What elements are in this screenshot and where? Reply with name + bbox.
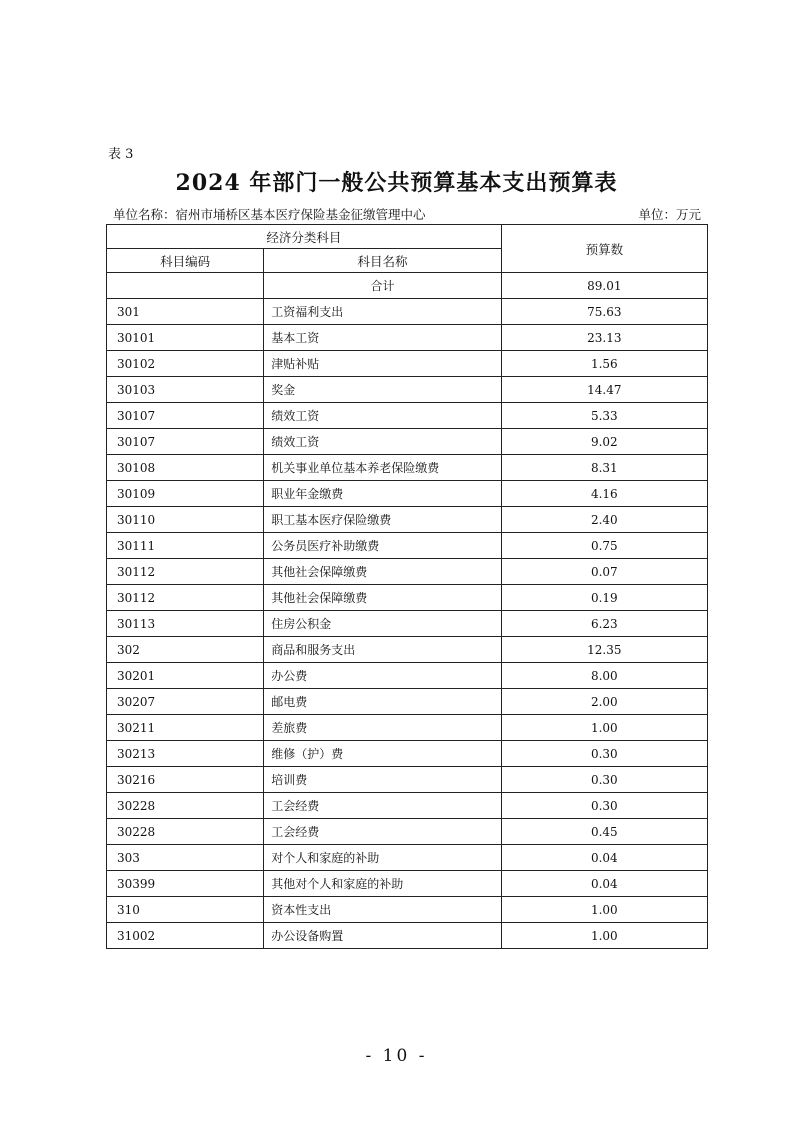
unit-label: 单位：万元 — [638, 207, 701, 222]
subject-code: 30113 — [107, 611, 264, 637]
table-row — [107, 299, 708, 325]
subject-name: 资本性支出 — [264, 897, 501, 923]
subject-code: 31002 — [107, 923, 264, 949]
budget-amount: 0.75 — [501, 533, 707, 559]
subject-name: 工会经费 — [264, 793, 501, 819]
table-row — [107, 325, 708, 351]
table-row — [107, 585, 708, 611]
subject-code: 30228 — [107, 793, 264, 819]
subject-name: 商品和服务支出 — [264, 637, 501, 663]
subject-code: 301 — [107, 299, 264, 325]
subject-code: 30110 — [107, 507, 264, 533]
table-row — [107, 663, 708, 689]
subject-code: 30108 — [107, 455, 264, 481]
subject-code: 30399 — [107, 871, 264, 897]
budget-amount: 0.45 — [501, 819, 707, 845]
subject-name: 津贴补贴 — [264, 351, 501, 377]
budget-amount: 1.00 — [501, 923, 707, 949]
table-row — [107, 845, 708, 871]
table-row — [107, 377, 708, 403]
budget-amount: 0.30 — [501, 741, 707, 767]
subject-name: 办公费 — [264, 663, 501, 689]
subject-name: 绩效工资 — [264, 429, 501, 455]
table-row — [107, 429, 708, 455]
subject-code: 30107 — [107, 403, 264, 429]
budget-amount: 1.56 — [501, 351, 707, 377]
budget-amount: 0.04 — [501, 871, 707, 897]
table-row — [107, 689, 708, 715]
budget-table — [106, 224, 708, 949]
table-row — [107, 871, 708, 897]
subject-code: 30211 — [107, 715, 264, 741]
budget-amount: 1.00 — [501, 715, 707, 741]
budget-amount: 2.40 — [501, 507, 707, 533]
subject-code: 30101 — [107, 325, 264, 351]
table-row — [107, 637, 708, 663]
subject-name: 维修（护）费 — [264, 741, 501, 767]
table-row — [107, 559, 708, 585]
table-row — [107, 351, 708, 377]
table-row — [107, 741, 708, 767]
table-label: 表 3 — [108, 147, 134, 162]
subject-code: 30112 — [107, 559, 264, 585]
subject-name: 对个人和家庭的补助 — [264, 845, 501, 871]
budget-amount: 12.35 — [501, 637, 707, 663]
table-row — [107, 767, 708, 793]
subject-code: 30102 — [107, 351, 264, 377]
subject-code: 302 — [107, 637, 264, 663]
subject-code: 30103 — [107, 377, 264, 403]
total-row — [107, 273, 708, 299]
budget-amount: 0.07 — [501, 559, 707, 585]
subject-code: 30109 — [107, 481, 264, 507]
table-row — [107, 403, 708, 429]
budget-amount: 6.23 — [501, 611, 707, 637]
table-row — [107, 533, 708, 559]
budget-amount: 0.19 — [501, 585, 707, 611]
document-title: 2024 年部门一般公共预算基本支出预算表 — [175, 170, 618, 196]
budget-amount: 75.63 — [501, 299, 707, 325]
subject-code: 303 — [107, 845, 264, 871]
subject-name: 培训费 — [264, 767, 501, 793]
table-row — [107, 507, 708, 533]
budget-amount: 8.31 — [501, 455, 707, 481]
subject-name: 差旅费 — [264, 715, 501, 741]
subject-code: 30228 — [107, 819, 264, 845]
subject-name: 绩效工资 — [264, 403, 501, 429]
header-economic-classification: 经济分类科目 — [107, 225, 502, 249]
budget-amount: 1.00 — [501, 897, 707, 923]
budget-amount: 0.30 — [501, 767, 707, 793]
table-row — [107, 923, 708, 949]
table-row — [107, 819, 708, 845]
subject-code: 30216 — [107, 767, 264, 793]
budget-amount: 14.47 — [501, 377, 707, 403]
budget-amount: 2.00 — [501, 689, 707, 715]
subject-name: 职工基本医疗保险缴费 — [264, 507, 501, 533]
table-row — [107, 611, 708, 637]
table-row — [107, 715, 708, 741]
header-subject-code: 科目编码 — [107, 249, 264, 273]
budget-amount: 5.33 — [501, 403, 707, 429]
budget-amount: 9.02 — [501, 429, 707, 455]
total-amount: 89.01 — [501, 273, 707, 299]
subject-code: 30213 — [107, 741, 264, 767]
subject-code: 30107 — [107, 429, 264, 455]
budget-amount: 0.30 — [501, 793, 707, 819]
subject-name: 其他对个人和家庭的补助 — [264, 871, 501, 897]
subject-name: 机关事业单位基本养老保险缴费 — [264, 455, 501, 481]
table-row — [107, 793, 708, 819]
subject-name: 住房公积金 — [264, 611, 501, 637]
subject-name: 基本工资 — [264, 325, 501, 351]
table-row — [107, 897, 708, 923]
subject-code: 30111 — [107, 533, 264, 559]
subject-name: 邮电费 — [264, 689, 501, 715]
subject-name: 奖金 — [264, 377, 501, 403]
budget-amount: 4.16 — [501, 481, 707, 507]
subject-name: 其他社会保障缴费 — [264, 559, 501, 585]
subject-name: 工会经费 — [264, 819, 501, 845]
unit-name: 单位名称：宿州市埇桥区基本医疗保险基金征缴管理中心 — [113, 207, 426, 222]
subject-name: 职业年金缴费 — [264, 481, 501, 507]
total-code-cell — [107, 273, 264, 299]
subject-code: 310 — [107, 897, 264, 923]
subject-code: 30201 — [107, 663, 264, 689]
subject-name: 其他社会保障缴费 — [264, 585, 501, 611]
subject-code: 30112 — [107, 585, 264, 611]
subject-name: 工资福利支出 — [264, 299, 501, 325]
total-label: 合计 — [264, 273, 501, 299]
subject-name: 办公设备购置 — [264, 923, 501, 949]
header-subject-name: 科目名称 — [264, 249, 501, 273]
page-number: - 10 - — [365, 1046, 428, 1066]
subject-name: 公务员医疗补助缴费 — [264, 533, 501, 559]
table-row — [107, 455, 708, 481]
subject-code: 30207 — [107, 689, 264, 715]
table-row — [107, 481, 708, 507]
budget-amount: 23.13 — [501, 325, 707, 351]
budget-amount: 0.04 — [501, 845, 707, 871]
budget-amount: 8.00 — [501, 663, 707, 689]
header-budget-amount: 预算数 — [501, 225, 707, 273]
